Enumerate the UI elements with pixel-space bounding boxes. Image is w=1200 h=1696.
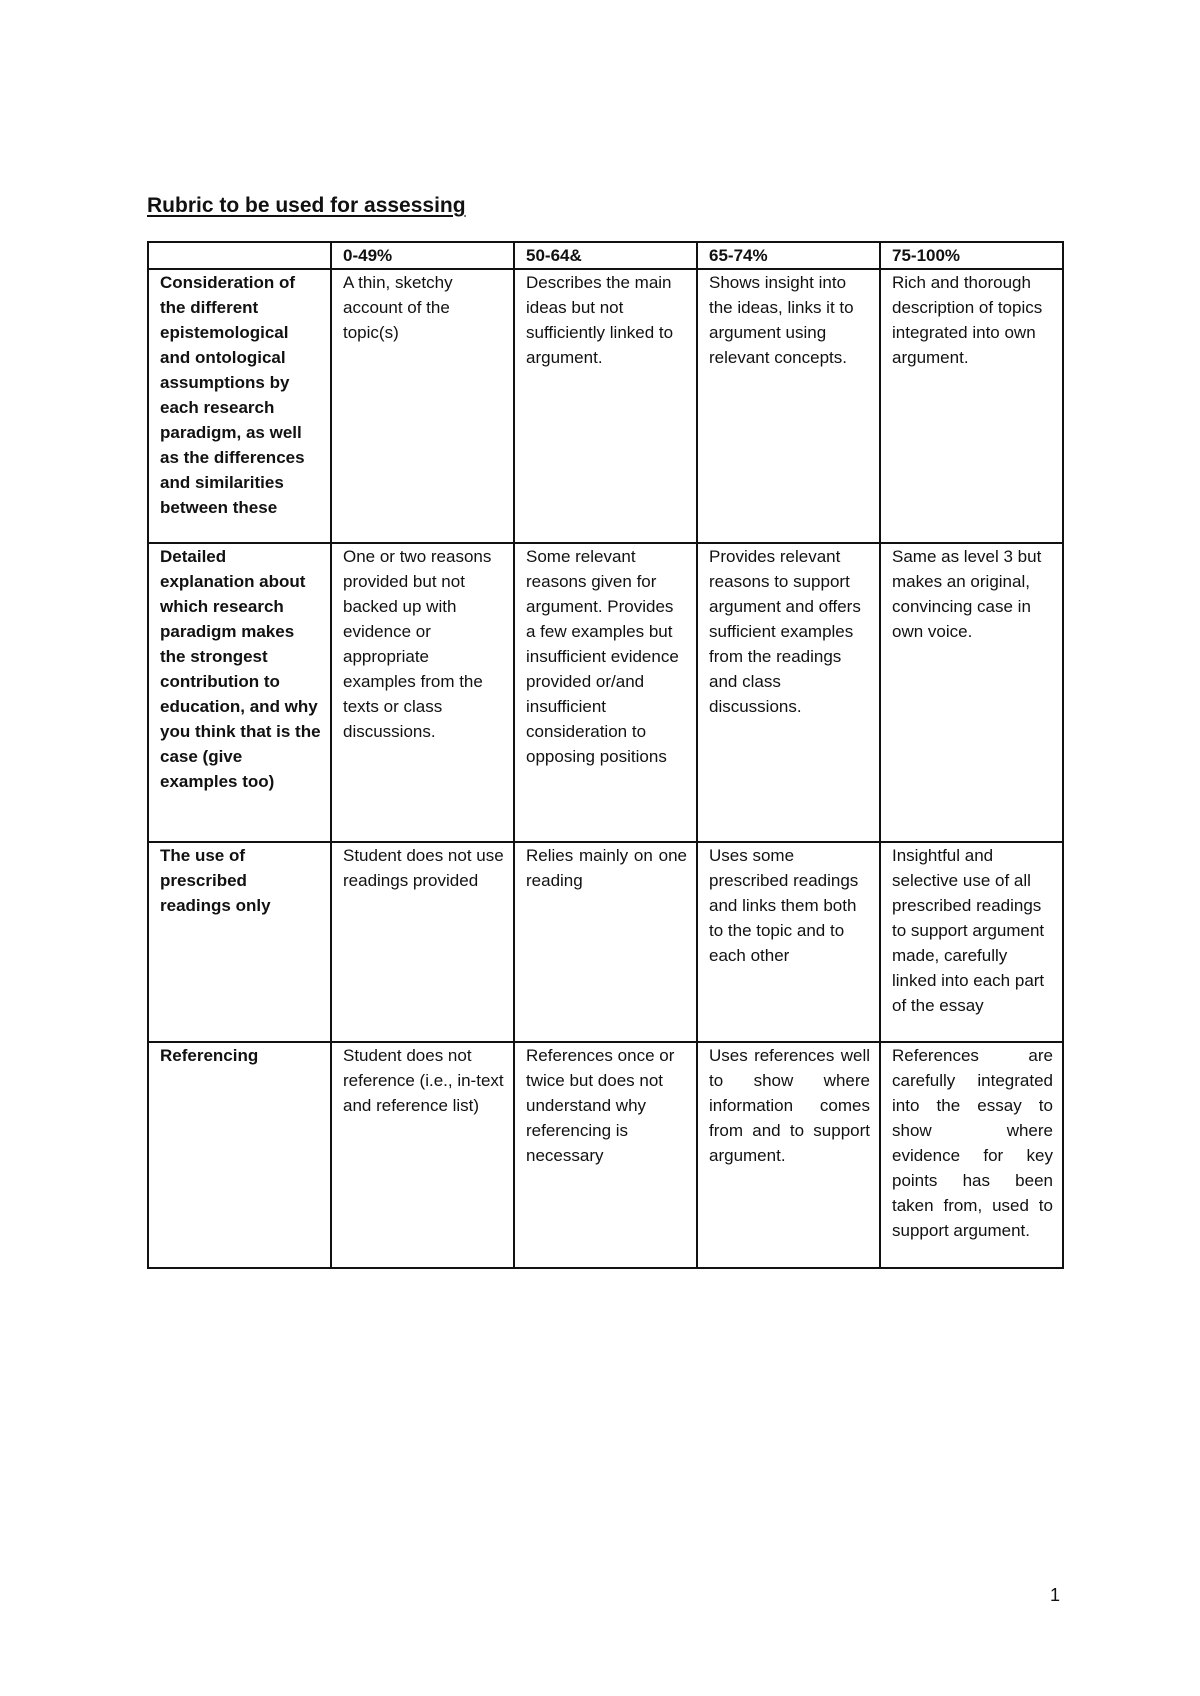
descriptor-cell: Student does not reference (i.e., in-text and reference list) [331, 1042, 514, 1268]
rubric-table [147, 241, 1064, 1269]
header-band-0-49: 0-49% [331, 242, 514, 269]
descriptor-cell: Rich and thorough description of topics integrated into own argument. [880, 269, 1063, 543]
descriptor-cell: References are carefully integrated into the essay to show where evidence for key points has been taken from, used to support argument. [880, 1042, 1063, 1268]
descriptor-cell: Same as level 3 but makes an original, convincing case in own voice. [880, 543, 1063, 842]
descriptor-cell: Insightful and selective use of all prescribed readings to support argument made, carefully linked into each part of the essay [880, 842, 1063, 1042]
descriptor-cell: A thin, sketchy account of the topic(s) [331, 269, 514, 543]
descriptor-cell: Shows insight into the ideas, links it to argument using relevant concepts. [697, 269, 880, 543]
page-number: 1 [1050, 1585, 1061, 1605]
header-band-65-74: 65-74% [697, 242, 880, 269]
criterion-cell: The use of prescribed readings only [148, 842, 331, 1042]
descriptor-cell: Provides relevant reasons to support argument and offers sufficient examples from the readings and class discussions. [697, 543, 880, 842]
rubric-header-row [148, 242, 1063, 269]
rubric-row-strongest-contribution [148, 543, 1063, 842]
descriptor-cell: Describes the main ideas but not sufficiently linked to argument. [514, 269, 697, 543]
descriptor-cell: Relies mainly on one reading [514, 842, 697, 1042]
rubric-row-referencing [148, 1042, 1063, 1268]
criterion-cell: Detailed explanation about which research paradigm makes the strongest contribution to education, and why you think that is the case (give examples too) [148, 543, 331, 842]
descriptor-cell: Uses references well to show where information comes from and to support argument. [697, 1042, 880, 1268]
descriptor-cell: Student does not use readings provided [331, 842, 514, 1042]
descriptor-cell: Some relevant reasons given for argument. Provides a few examples but insufficient evidence provided or/and insufficient consideration to opposing positions [514, 543, 697, 842]
descriptor-cell: References once or twice but does not understand why referencing is necessary [514, 1042, 697, 1268]
criterion-cell: Referencing [148, 1042, 331, 1268]
header-band-50-64: 50-64& [514, 242, 697, 269]
header-band-75-100: 75-100% [880, 242, 1063, 269]
descriptor-cell: One or two reasons provided but not backed up with evidence or appropriate examples from the texts or class discussions. [331, 543, 514, 842]
descriptor-cell: Uses some prescribed readings and links them both to the topic and to each other [697, 842, 880, 1042]
document-title: Rubric to be used for assessing [147, 194, 466, 217]
rubric-row-prescribed-readings [148, 842, 1063, 1042]
header-corner-cell [148, 242, 331, 269]
rubric-row-paradigm-assumptions [148, 269, 1063, 543]
criterion-cell: Consideration of the different epistemological and ontological assumptions by each research paradigm, as well as the differences and similarities between these [148, 269, 331, 543]
